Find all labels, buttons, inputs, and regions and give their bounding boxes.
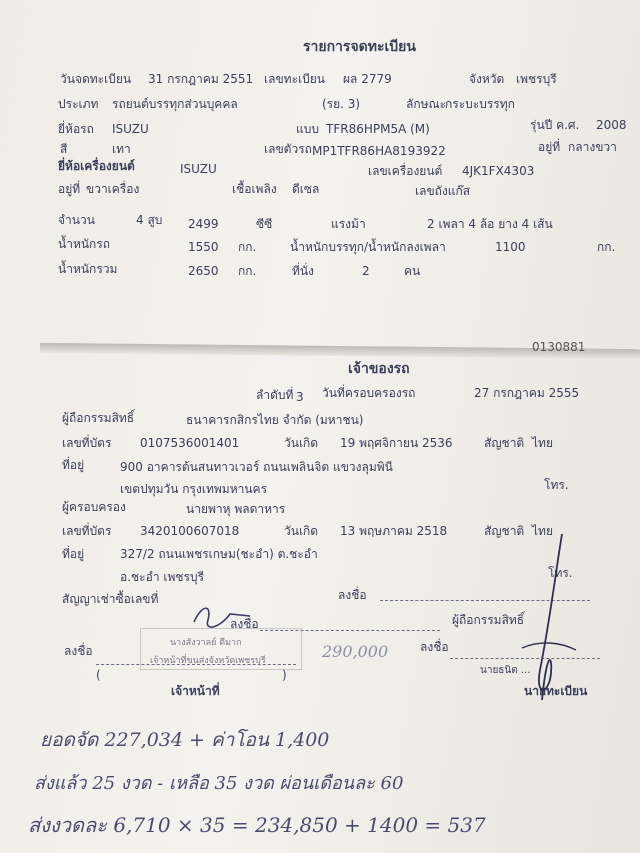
hire-label: สัญญาเช่าซื้อเลขที่	[62, 592, 159, 606]
date-value: 31 กรกฎาคม 2551	[148, 72, 254, 86]
chassis-value: MP1TFR86HA8193922	[312, 144, 446, 158]
stamp-line-2: เจ้าหน้าที่ขนส่งจังหวัดเพชรบุรี	[150, 656, 266, 666]
handwritten-price: 290,000	[322, 642, 389, 661]
gross-value: 2650	[188, 264, 219, 278]
holder-addr-line2: อ.ชะอำ เพชรบุรี	[120, 570, 205, 584]
date-label: วันจดทะเบียน	[60, 72, 132, 86]
owner-addr-label: ที่อยู่	[62, 458, 85, 472]
officer-paren-close: )	[282, 668, 287, 682]
year-value: 2008	[596, 118, 627, 132]
engine-brand-label: ยี่ห้อเครื่องยนต์	[58, 159, 135, 173]
cc-value: 2499	[188, 217, 219, 231]
owner-birth-value: 19 พฤศจิกายน 2536	[340, 436, 453, 450]
chassis-pos-value: กลางขวา	[568, 140, 617, 154]
axle-value: 2 เพลา 4 ล้อ ยาง 4 เส้น	[427, 217, 553, 231]
possess-date-value: 27 กรกฎาคม 2555	[474, 386, 580, 400]
registrar-title: นายทะเบียน	[524, 684, 588, 698]
cyl-value: 4 สูบ	[136, 213, 163, 227]
gross-unit: กก.	[238, 264, 257, 278]
owner-id-label: เลขที่บัตร	[62, 436, 112, 450]
holder-nation-label: สัญชาติ	[484, 524, 525, 538]
seat-label: ที่นั่ง	[292, 264, 314, 278]
handwritten-line-1: ยอดจัด 227,034 + ค่าโอน 1,400	[40, 729, 330, 751]
holder-addr-value: 327/2 ถนนเพชรเกษม(ชะอำ) ต.ชะอำ	[120, 547, 318, 561]
order-label: ลำดับที่	[256, 388, 294, 402]
officer-sign-label: ลงชื่อ	[64, 644, 93, 658]
holder-label: ผู้ครอบครอง	[62, 500, 126, 514]
possess-date-label: วันที่ครอบครองรถ	[322, 386, 416, 400]
officer-title: เจ้าหน้าที่	[171, 684, 220, 698]
engine-pos-label: อยู่ที่	[58, 182, 81, 196]
load-label: น้ำหนักบรรทุก/น้ำหนักลงเพลา	[290, 240, 446, 254]
holder-birth-label: วันเกิด	[284, 524, 319, 538]
style-value: กระบะบรรทุก	[445, 97, 515, 111]
owner-label: ผู้ถือกรรมสิทธิ์	[62, 411, 135, 425]
engine-no-value: 4JK1FX4303	[462, 164, 535, 178]
year-label: รุ่นปี ค.ศ.	[530, 118, 580, 132]
document-number: 0130881	[532, 340, 586, 354]
model-value: TFR86HPM5A (M)	[326, 122, 430, 136]
hire-sign-label: ลงชื่อ	[338, 588, 367, 602]
cc-label: ซีซี	[256, 217, 273, 231]
weight-label: น้ำหนักรถ	[58, 237, 111, 251]
plate-label: เลขทะเบียน	[264, 72, 325, 86]
holder-addr-label: ที่อยู่	[62, 547, 85, 561]
handwritten-line-2: ส่งแล้ว 25 งวด - เหลือ 35 งวด ผ่อนเดือนละ 60	[34, 773, 404, 794]
owner-tel-label: โทร.	[544, 478, 569, 492]
model-label: แบบ	[296, 122, 319, 136]
seat-value: 2	[362, 264, 370, 278]
type-value: รถยนต์บรรทุกส่วนบุคคล	[112, 97, 238, 111]
type-label: ประเภท	[58, 97, 99, 111]
color-value: เทา	[112, 142, 131, 156]
handwritten-line-3: ส่งงวดละ 6,710 × 35 = 234,850 + 1400 = 537	[28, 813, 486, 837]
gas-label: เลขถังแก๊ส	[415, 184, 471, 198]
owner-nation-value: ไทย	[532, 436, 553, 450]
officer-paren-open: (	[96, 668, 101, 682]
chassis-pos-label: อยู่ที่	[538, 140, 561, 154]
load-unit: กก.	[597, 240, 616, 254]
class-value: (รย. 3)	[322, 97, 361, 111]
stamp-line-1: นางสังวาลย์ ดีมาก	[170, 638, 242, 648]
owner-section-title: เจ้าของรถ	[348, 361, 410, 377]
owner-sign-label: ลงชื่อ	[230, 617, 259, 631]
engine-no-label: เลขเครื่องยนต์	[368, 164, 443, 178]
order-value: 3	[296, 390, 304, 404]
owner-addr-value: 900 อาคารต้นสนทาวเวอร์ ถนนเพลินจิต แขวงลุมพินี	[120, 460, 393, 474]
load-value: 1100	[495, 240, 526, 254]
gross-label: น้ำหนักรวม	[58, 262, 118, 276]
document-title: รายการจดทะเบียน	[303, 39, 416, 55]
owner-sign-title: ผู้ถือกรรมสิทธิ์	[452, 613, 525, 627]
province-value: เพชรบุรี	[516, 72, 557, 86]
hp-label: แรงม้า	[331, 217, 366, 231]
province-label: จังหวัด	[469, 72, 505, 86]
seat-unit: คน	[404, 264, 421, 278]
style-label: ลักษณะ	[406, 97, 447, 111]
fuel-label: เชื้อเพลิง	[232, 182, 277, 196]
holder-id-value: 3420100607018	[140, 524, 240, 538]
engine-pos-value: ขวาเครื่อง	[86, 182, 140, 196]
owner-signature	[190, 600, 260, 636]
brand-value: ISUZU	[112, 122, 149, 136]
cyl-label: จำนวน	[58, 213, 95, 227]
brand-label: ยี่ห้อรถ	[58, 122, 94, 136]
registrar-sign-label: ลงชื่อ	[420, 640, 449, 654]
owner-addr-line2: เขตปทุมวัน กรุงเทพมหานคร	[120, 482, 268, 496]
weight-value: 1550	[188, 240, 219, 254]
owner-birth-label: วันเกิด	[284, 436, 319, 450]
holder-birth-value: 13 พฤษภาคม 2518	[340, 524, 448, 538]
holder-value: นายพาหุ พลดาหาร	[186, 502, 286, 516]
color-label: สี	[60, 142, 68, 156]
plate-value: ผล 2779	[343, 72, 392, 86]
holder-tel-label: โทร.	[548, 566, 573, 580]
registrar-signature	[520, 530, 580, 710]
holder-nation-value: ไทย	[532, 524, 553, 538]
owner-nation-label: สัญชาติ	[484, 436, 525, 450]
weight-unit: กก.	[238, 240, 257, 254]
owner-value: ธนาคารกสิกรไทย จำกัด (มหาชน)	[186, 413, 364, 427]
engine-brand-value: ISUZU	[180, 162, 217, 176]
chassis-label: เลขตัวรถ	[264, 142, 312, 156]
registrar-name: นายธนิต ...	[480, 665, 531, 676]
owner-id-value: 0107536001401	[140, 436, 240, 450]
holder-id-label: เลขที่บัตร	[62, 524, 112, 538]
fuel-value: ดีเซล	[292, 182, 320, 196]
